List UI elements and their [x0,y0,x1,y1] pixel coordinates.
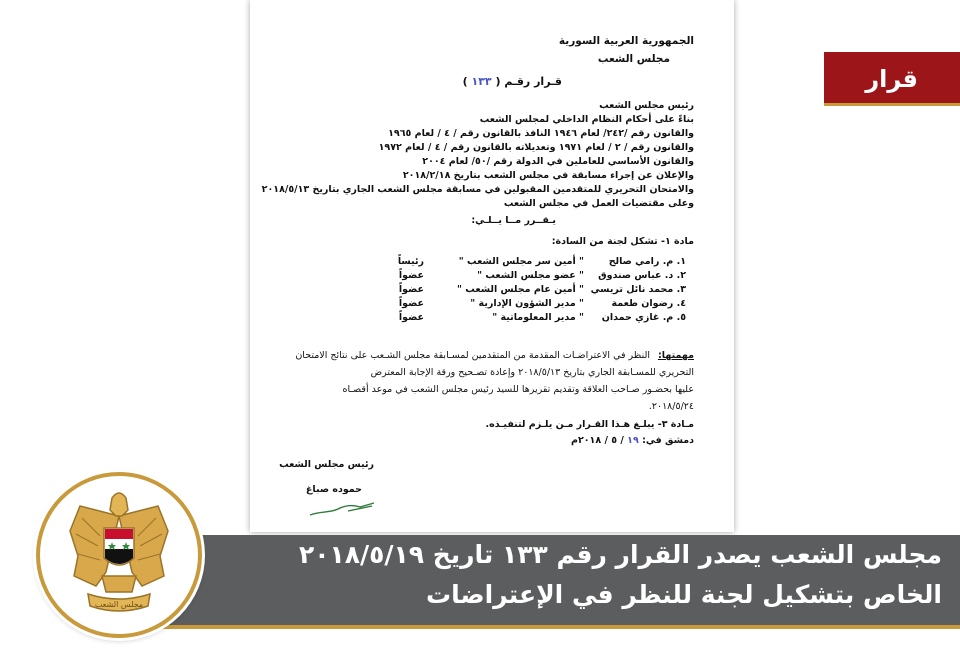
date-line [571,435,694,446]
member-title: " عضو مجلس الشعب " [477,270,584,281]
date-day: ١٩ [627,435,639,446]
member-role: عضواً [398,312,424,323]
preamble-line: والقانون الأساسي للعاملين في الدولة رقم /٥٠/ لعام ٢٠٠٤ [422,156,694,167]
task-line: النظر في الاعتراضـات المقدمة من المتقدمين لمسـابقة مجلس الشـعب على نتائج الامتحان [295,350,650,361]
member-role: عضواً [398,284,424,295]
member-name: ٣. محمد نائل تريسي [590,284,686,295]
preamble-line: والقانون رقم / ٢ / لعام ١٩٧١ وتعديلاته بالقانون رقم / ٤ / لعام ١٩٧٢ [378,142,694,153]
member-role: عضواً [398,270,424,281]
member-name: ٥. م. غازي حمدان [601,312,686,323]
document-title [463,76,562,87]
caption-line-2: الخاص بتشكيل لجنة للنظر في الإعتراضات [426,580,942,609]
caption-line-1: مجلس الشعب يصدر القرار رقم ١٣٣ تاريخ ٢٠١٨/٥/١٩ [298,540,942,569]
preamble-line: والامتحان التحريري للمتقدمين المقبولين في مسابقة مجلس الشعب الجاري بتاريخ ٢٠١٨/٥/١٣ [261,184,694,195]
document-header-country: الجمهورية العربية السورية [558,35,694,47]
task-line: التحريري للمسـابقة الجاري بتاريخ ٢٠١٨/٥/١٣ وإعادة تصـحيح ورقة الإجابة المعترض [370,367,694,378]
syrian-eagle-emblem-icon [40,476,198,634]
article-3: مـادة ٣- يبلـغ هـذا القـرار مـن يلـزم لتنفيـذه. [485,419,694,430]
emblem-label: مجلس الشعب [94,600,144,609]
decision-number: ١٣٣ [471,75,492,88]
signer-title: رئيس مجلس الشعب [279,459,374,470]
article-1: مادة ١- تشكل لجنة من السادة: [551,236,694,247]
date-prefix: دمشق في: [642,435,694,446]
decides-heading: يـقــرر مــا يــلـي: [471,215,556,226]
preamble-line: والقانون رقم /٢٤٢/ لعام ١٩٤٦ النافذ بالقانون رقم / ٤ / لعام ١٩٦٥ [388,128,694,139]
task-line: عليها بحضـور صـاحب العلاقة وتقديم تقريرها للسيد رئيس مجلس الشعب في موعد أقصـاه [342,384,694,395]
member-name: ١. م. رامي صالح [608,256,686,267]
member-title: " مدير الشؤون الإدارية " [470,298,584,309]
preamble-line: والإعلان عن إجراء مسابقة في مجلس الشعب بتاريخ ٢٠١٨/٢/١٨ [402,170,694,181]
preamble-line: رئيس مجلس الشعب [599,100,694,111]
member-role: عضواً [398,298,424,309]
document-header-council: مجلس الشعب [597,53,670,65]
task-line: ٢٠١٨/٥/٢٤. [648,401,694,412]
title-suffix: ) [462,75,468,88]
signature-icon [308,497,378,519]
decision-document [250,0,734,532]
member-role: رئيساً [397,256,424,267]
member-title: " أمين سر مجلس الشعب " [458,256,584,267]
decision-badge: قرار [824,52,960,106]
task-label: مهمتها: [657,350,694,361]
title-prefix: قـرار رقـم ( [495,75,562,88]
preamble-line: بناءً على أحكام النظام الداخلي لمجلس الشعب [479,114,694,125]
member-name: ٤. رضوان طعمة [611,298,686,309]
member-name: ٢. د. عباس صندوق [598,270,686,281]
date-rest: / ٥ / ٢٠١٨م [570,435,624,446]
emblem-circle [36,472,202,638]
member-title: " مدير المعلوماتية " [492,312,584,323]
preamble-line: وعلى مقتضيات العمل في مجلس الشعب [503,198,694,209]
member-title: " أمين عام مجلس الشعب " [457,284,584,295]
signer-name: حموده صباغ [305,484,362,495]
